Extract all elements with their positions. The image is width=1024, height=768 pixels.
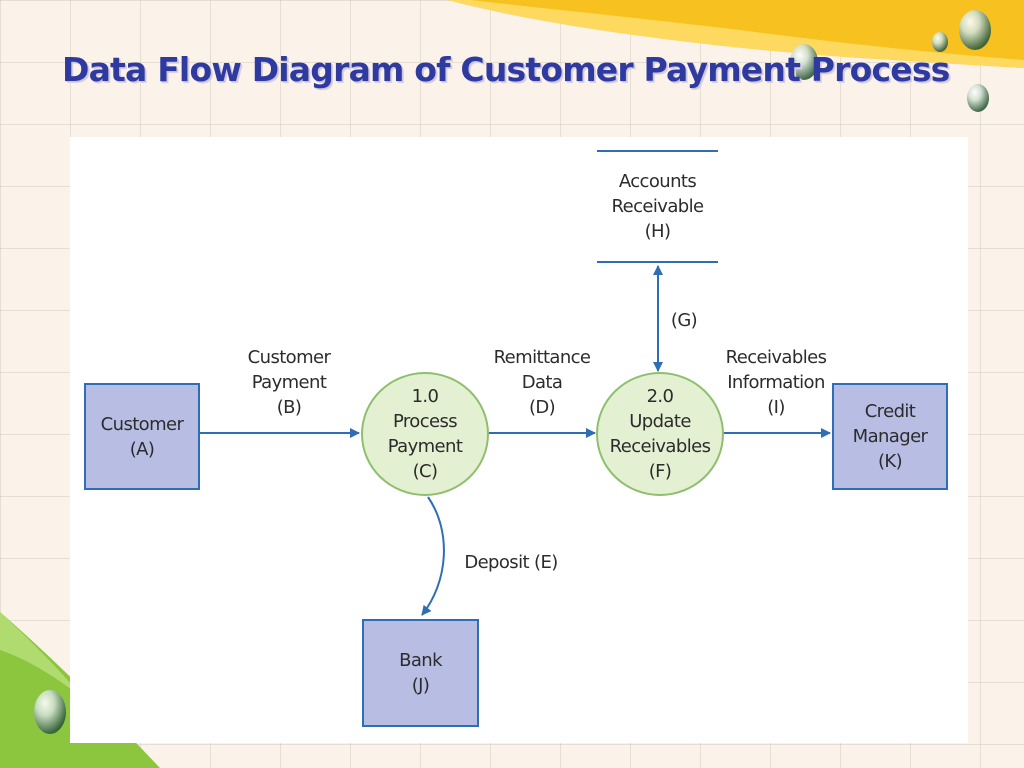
slide-title: Data Flow Diagram of Customer Payment Process [62,50,950,89]
process-update-line1: Update [629,411,691,432]
flow-label-remittance-line1: Remittance [493,347,591,368]
entity-bank-name: Bank [399,650,442,671]
flow-label-receivables-code: (I) [767,397,785,418]
flow-label-receivables-info [706,345,846,420]
flow-label-deposit-text: Deposit (E) [464,552,558,573]
entity-credit-manager [832,383,948,490]
flow-label-receivables-line2: Information [727,372,825,393]
diagram-panel [70,137,968,743]
flow-label-accounts-g [664,308,704,333]
bubble-decoration [967,84,989,112]
flow-label-deposit [456,550,566,575]
data-store-code: (H) [644,221,671,242]
process-payment-line2: Payment [387,436,463,457]
bubble-decoration [959,10,991,50]
process-payment-line1: Process [392,411,458,432]
entity-customer-name: Customer [100,413,184,435]
entity-credit-manager-line1: Credit [864,401,916,422]
process-payment-code: (C) [412,461,438,482]
process-update-receivables [596,372,724,496]
flow-label-receivables-line1: Receivables [725,347,827,368]
entity-credit-manager-code: (K) [877,451,903,472]
process-update-number: 2.0 [646,386,674,407]
process-update-line2: Receivables [609,436,711,457]
flow-label-remittance-data [472,345,612,420]
flow-label-g-code: (G) [670,310,698,331]
data-store-accounts-receivable [597,150,718,263]
flow-label-customer-payment [226,345,352,420]
entity-bank-code: (J) [411,675,430,696]
flow-label-remittance-code: (D) [528,397,556,418]
flow-label-customer-payment-code: (B) [276,397,302,418]
flow-label-customer-payment-line2: Payment [251,372,327,393]
entity-bank [362,619,479,727]
flow-arrow-deposit [422,497,444,615]
data-store-line2: Receivable [611,196,704,217]
data-store-line1: Accounts [618,171,697,192]
entity-customer-code: (A) [129,438,155,460]
process-update-code: (F) [648,461,672,482]
flow-label-remittance-line2: Data [521,372,563,393]
bubble-decoration [932,32,948,52]
entity-customer [84,383,200,490]
bubble-decoration [34,690,66,734]
entity-credit-manager-line2: Manager [852,426,928,447]
process-payment [361,372,489,496]
flow-label-customer-payment-line1: Customer [247,347,331,368]
process-payment-number: 1.0 [411,386,439,407]
